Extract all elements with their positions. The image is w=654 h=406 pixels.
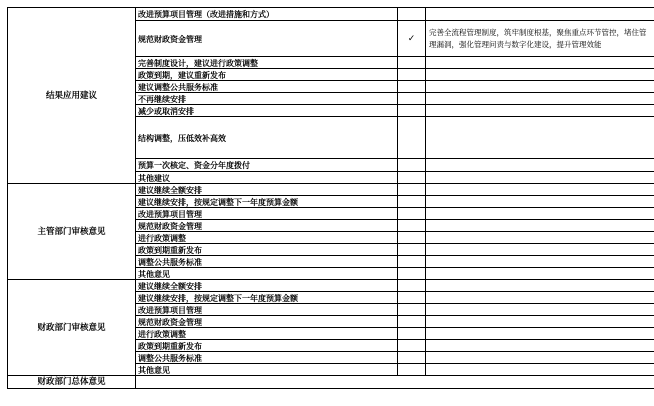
dept-note-cell-2 bbox=[426, 208, 654, 220]
result-check-5[interactable] bbox=[398, 93, 426, 105]
finance-item-1: 建议继续安排，按规定调整下一年度预算金额 bbox=[136, 292, 398, 304]
finance-note-cell-5 bbox=[426, 340, 654, 352]
result-item-7: 结构调整，压低效补高效 bbox=[136, 117, 398, 159]
result-note: 完善全流程管理制度，筑牢制度根基，聚焦重点环节管控，堵住管理漏洞，强化管理问责与数字化建设，提升管理效能 bbox=[426, 21, 654, 57]
result-item-8: 预算一次核定、资金分年度拨付 bbox=[136, 159, 398, 172]
finance-check-3[interactable] bbox=[398, 316, 426, 328]
result-item-4: 建议调整公共服务标准 bbox=[136, 81, 398, 93]
finance-note-cell-3 bbox=[426, 316, 654, 328]
dept-note-cell-7 bbox=[426, 268, 654, 280]
finance-item-6: 调整公共服务标准 bbox=[136, 352, 398, 364]
dept-check-5[interactable] bbox=[398, 244, 426, 256]
finance-note-cell-2 bbox=[426, 304, 654, 316]
section-label-overall: 财政部门总体意见 bbox=[8, 376, 136, 389]
dept-item-2: 改进预算项目管理 bbox=[136, 208, 398, 220]
result-item-5: 不再继续安排 bbox=[136, 93, 398, 105]
dept-item-4: 进行政策调整 bbox=[136, 232, 398, 244]
result-note-cell-8 bbox=[426, 159, 654, 172]
finance-check-2[interactable] bbox=[398, 304, 426, 316]
finance-check-4[interactable] bbox=[398, 328, 426, 340]
result-check-6[interactable] bbox=[398, 105, 426, 117]
result-note-cell-2 bbox=[426, 57, 654, 69]
result-check-7[interactable] bbox=[398, 117, 426, 159]
result-note-cell-5 bbox=[426, 93, 654, 105]
dept-check-7[interactable] bbox=[398, 268, 426, 280]
finance-check-6[interactable] bbox=[398, 352, 426, 364]
dept-item-6: 调整公共服务标准 bbox=[136, 256, 398, 268]
result-check-8[interactable] bbox=[398, 159, 426, 172]
finance-check-5[interactable] bbox=[398, 340, 426, 352]
result-item-6: 减少或取消安排 bbox=[136, 105, 398, 117]
finance-note-cell-4 bbox=[426, 328, 654, 340]
dept-item-1: 建议继续安排，按规定调整下一年度预算金额 bbox=[136, 196, 398, 208]
dept-check-4[interactable] bbox=[398, 232, 426, 244]
section-label-dept: 主管部门审核意见 bbox=[8, 184, 136, 280]
finance-item-3: 规范财政资金管理 bbox=[136, 316, 398, 328]
dept-item-5: 政策到期重新发布 bbox=[136, 244, 398, 256]
result-note-cell-6 bbox=[426, 105, 654, 117]
dept-check-6[interactable] bbox=[398, 256, 426, 268]
dept-note-cell-0 bbox=[426, 184, 654, 196]
finance-item-5: 政策到期重新发布 bbox=[136, 340, 398, 352]
finance-item-4: 进行政策调整 bbox=[136, 328, 398, 340]
result-item-9: 其他建议 bbox=[136, 172, 398, 184]
dept-check-3[interactable] bbox=[398, 220, 426, 232]
finance-note-cell-6 bbox=[426, 352, 654, 364]
result-note-cell-3 bbox=[426, 69, 654, 81]
finance-item-2: 改进预算项目管理 bbox=[136, 304, 398, 316]
result-item-2: 完善制度设计，建议进行政策调整 bbox=[136, 57, 398, 69]
dept-item-0: 建议继续全额安排 bbox=[136, 184, 398, 196]
section-label-result: 结果应用建议 bbox=[8, 8, 136, 184]
result-check-0[interactable] bbox=[398, 8, 426, 21]
finance-check-0[interactable] bbox=[398, 280, 426, 292]
result-check-1[interactable]: ✓ bbox=[398, 21, 426, 57]
dept-check-1[interactable] bbox=[398, 196, 426, 208]
finance-note-cell-7 bbox=[426, 364, 654, 376]
result-note-cell-9 bbox=[426, 172, 654, 184]
section-label-finance: 财政部门审核意见 bbox=[8, 280, 136, 376]
finance-note-cell-0 bbox=[426, 280, 654, 292]
result-check-2[interactable] bbox=[398, 57, 426, 69]
dept-check-2[interactable] bbox=[398, 208, 426, 220]
result-note-cell-0 bbox=[426, 8, 654, 21]
result-item-0: 改进预算项目管理（改进措施和方式） bbox=[136, 8, 398, 21]
dept-note-cell-4 bbox=[426, 232, 654, 244]
finance-check-1[interactable] bbox=[398, 292, 426, 304]
result-item-3: 政策到期，建议重新发布 bbox=[136, 69, 398, 81]
finance-note-cell-1 bbox=[426, 292, 654, 304]
result-note-cell-4 bbox=[426, 81, 654, 93]
result-item-1: 规范财政资金管理 bbox=[136, 21, 398, 57]
overall-opinion-cell[interactable] bbox=[136, 376, 654, 389]
finance-item-0: 建议继续全额安排 bbox=[136, 280, 398, 292]
dept-item-3: 规范财政资金管理 bbox=[136, 220, 398, 232]
dept-item-7: 其他意见 bbox=[136, 268, 398, 280]
result-check-3[interactable] bbox=[398, 69, 426, 81]
dept-note-cell-3 bbox=[426, 220, 654, 232]
dept-note-cell-6 bbox=[426, 256, 654, 268]
finance-check-7[interactable] bbox=[398, 364, 426, 376]
result-check-9[interactable] bbox=[398, 172, 426, 184]
evaluation-table bbox=[7, 7, 654, 389]
finance-item-7: 其他意见 bbox=[136, 364, 398, 376]
dept-note-cell-5 bbox=[426, 244, 654, 256]
result-note-cell-7 bbox=[426, 117, 654, 159]
dept-note-cell-1 bbox=[426, 196, 654, 208]
dept-check-0[interactable] bbox=[398, 184, 426, 196]
result-check-4[interactable] bbox=[398, 81, 426, 93]
